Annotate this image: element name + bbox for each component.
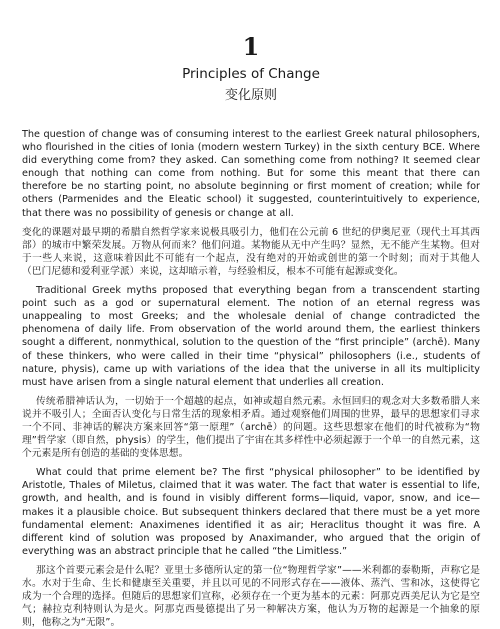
chapter-title-chinese: 变化原则 [224,88,277,103]
paragraph-en-1: The question of change was of consuming interest to the earliest Greek natural philosophers, who flourished in the cities of Ionia (modern western Turkey) in the sixth century BCE. Where did everything come from? they asked. Can something come from nothing? It seemed clear enough that nothing can come from nothing. But for some this meant that there can therefore be no starting point, no absolute beginning or first moment of creation; while for others (Parmenides and the Eleatic school) it suggested, counterintuitively to experience, that there was no possibility of genesis or change at all. [22,129,480,219]
paragraph-zh-3: 那这个首要元素会是什么呢？亚里士多德所认定的第一位“物理哲学家”——米利都的泰勒斯，声称它是水。水对于生命、生长和健康至关重要，并且以可见的不同形式存在——液体、蒸汽、雪和冰，这使得它成为一个合理的选择。但随后的思想家们宣称，必须存在一个更为基本的元素：阿那克西美尼认为它是空气；赫拉克利特则认为是火。阿那克西曼德提出了另一种解决方案，他认为万物的起源是一个抽象的原则，他称之为“无限”。 [22,564,480,629]
paragraph-zh-1: 变化的课题对最早期的希腊自然哲学家来说极具吸引力，他们在公元前 6 世纪的伊奥尼亚（现代土耳其西部）的城市中繁荣发展。万物从何而来？他们问道。某物能从无中产生吗？显然，无不能产生某物。但对于一些人来说，这意味着因此不可能有一个起点，没有绝对的开始或创世的第一个时刻；而对于其他人（巴门尼德和爱利亚学派）来说，这却暗示着，与经验相反，根本不可能有起源或变化。 [22,226,480,277]
chapter-title-english: Principles of Change [182,66,320,82]
chapter-body [22,128,480,629]
paragraph-en-3: What could that prime element be? The first “physical philosopher” to be identified by Aristotle, Thales of Miletus, claimed that it was water. The fact that water is essential to life, growth, and health, and is found in visibly different forms—liquid, vapor, snow, and ice—makes it a plausible choice. But subsequent thinkers declared that there must be a yet more fundamental element: Anaximenes identified it as air; Heraclitus thought it was fire. A different kind of solution was proposed by Anaximander, who argued that the origin of everything was an abstract principle that he called “the Limitless.” [22,467,480,557]
paragraph-en-2: Traditional Greek myths proposed that everything began from a transcendent starting point such as a god or supernatural element. The notion of an eternal regress was unappealing to most Greeks; and the wholesale denial of change contradicted the phenomena of daily life. From observation of the world around them, the earliest thinkers sought a different, nonmythical, solution to the question of the “first principle” (archē). Many of these thinkers, who were called in their time “physical” philosophers (i.e., students of nature, physis), came up with variations of the idea that the universe in all its multiplicity must have arisen from a single natural element that underlies all creation. [22,285,480,388]
paragraph-zh-2: 传统希腊神话认为，一切始于一个超越的起点，如神或超自然元素。永恒回归的观念对大多数希腊人来说并不吸引人；全面否认变化与日常生活的现象相矛盾。通过观察他们周围的世界，最早的思想家们寻求一个不同、非神话的解决方案来回答“第一原理”（archē）的问题。这些思想家在他们的时代被称为“物理”哲学家（即自然，physis）的学生，他们提出了宇宙在其多样性中必须起源于一个单一的自然元素，这个元素是所有创造的基础的变体思想。 [22,395,480,460]
chapter-number: 1 [242,32,260,61]
